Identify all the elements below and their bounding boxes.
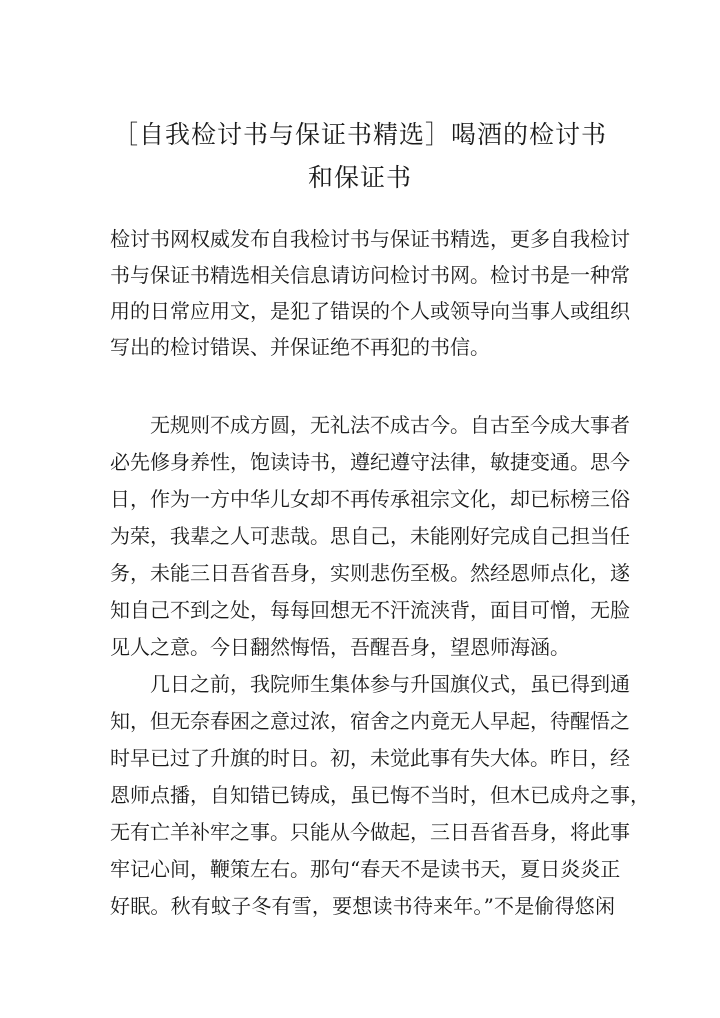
intro-line: 检讨书网权威发布自我检讨书与保证书精选，更多自我检讨: [110, 227, 630, 251]
paragraph-line: 无规则不成方圆，无礼法不成古今。自古至今成大事者: [110, 413, 630, 437]
paragraph-line: 为荣，我辈之人可悲哉。思自己，未能刚好完成自己担当任: [110, 524, 630, 548]
paragraph-line: 知自己不到之处，每每回想无不汗流浃背，面目可憎，无脸: [110, 598, 630, 622]
intro-line: 书与保证书精选相关信息请访问检讨书网。检讨书是一种常: [110, 263, 630, 287]
intro-line: 用的日常应用文，是犯了错误的个人或领导向当事人或组织: [110, 299, 630, 323]
document-title-line-2: 和保证书: [307, 163, 412, 192]
paragraph-line: 恩师点播，自知错已铸成，虽已悔不当时，但木已成舟之事，: [110, 783, 650, 807]
paragraph-line: 见人之意。今日翻然悔悟，吾醒吾身，望恩师海涵。: [110, 635, 570, 659]
paragraph-line: 时早已过了升旗的时日。初，未觉此事有失大体。昨日，经: [110, 746, 630, 770]
paragraph-line: 几日之前，我院师生集体参与升国旗仪式，虽已得到通: [110, 672, 630, 696]
paragraph-line: 牢记心间，鞭策左右。那句“春天不是读书天，夏日炎炎正: [110, 857, 621, 881]
document-title-line-1: ［自我检讨书与保证书精选］喝酒的检讨书: [112, 120, 607, 149]
paragraph-line: 好眠。秋有蚊子冬有雪，要想读书待来年。”不是偷得悠闲: [110, 894, 615, 918]
paragraph-line: 知，但无奈春困之意过浓，宿舍之内竟无人早起，待醒悟之: [110, 709, 630, 733]
paragraph-line: 务，未能三日吾省吾身，实则悲伤至极。然经恩师点化，遂: [110, 561, 630, 585]
paragraph-line: 无有亡羊补牢之事。只能从今做起，三日吾省吾身，将此事: [110, 820, 630, 844]
intro-line: 写出的检讨错误、并保证绝不再犯的书信。: [110, 335, 490, 359]
paragraph-line: 日，作为一方中华儿女却不再传承祖宗文化，却已标榜三俗: [110, 487, 630, 511]
paragraph-line: 必先修身养性，饱读诗书，遵纪遵守法律，敏捷变通。思今: [110, 450, 630, 474]
